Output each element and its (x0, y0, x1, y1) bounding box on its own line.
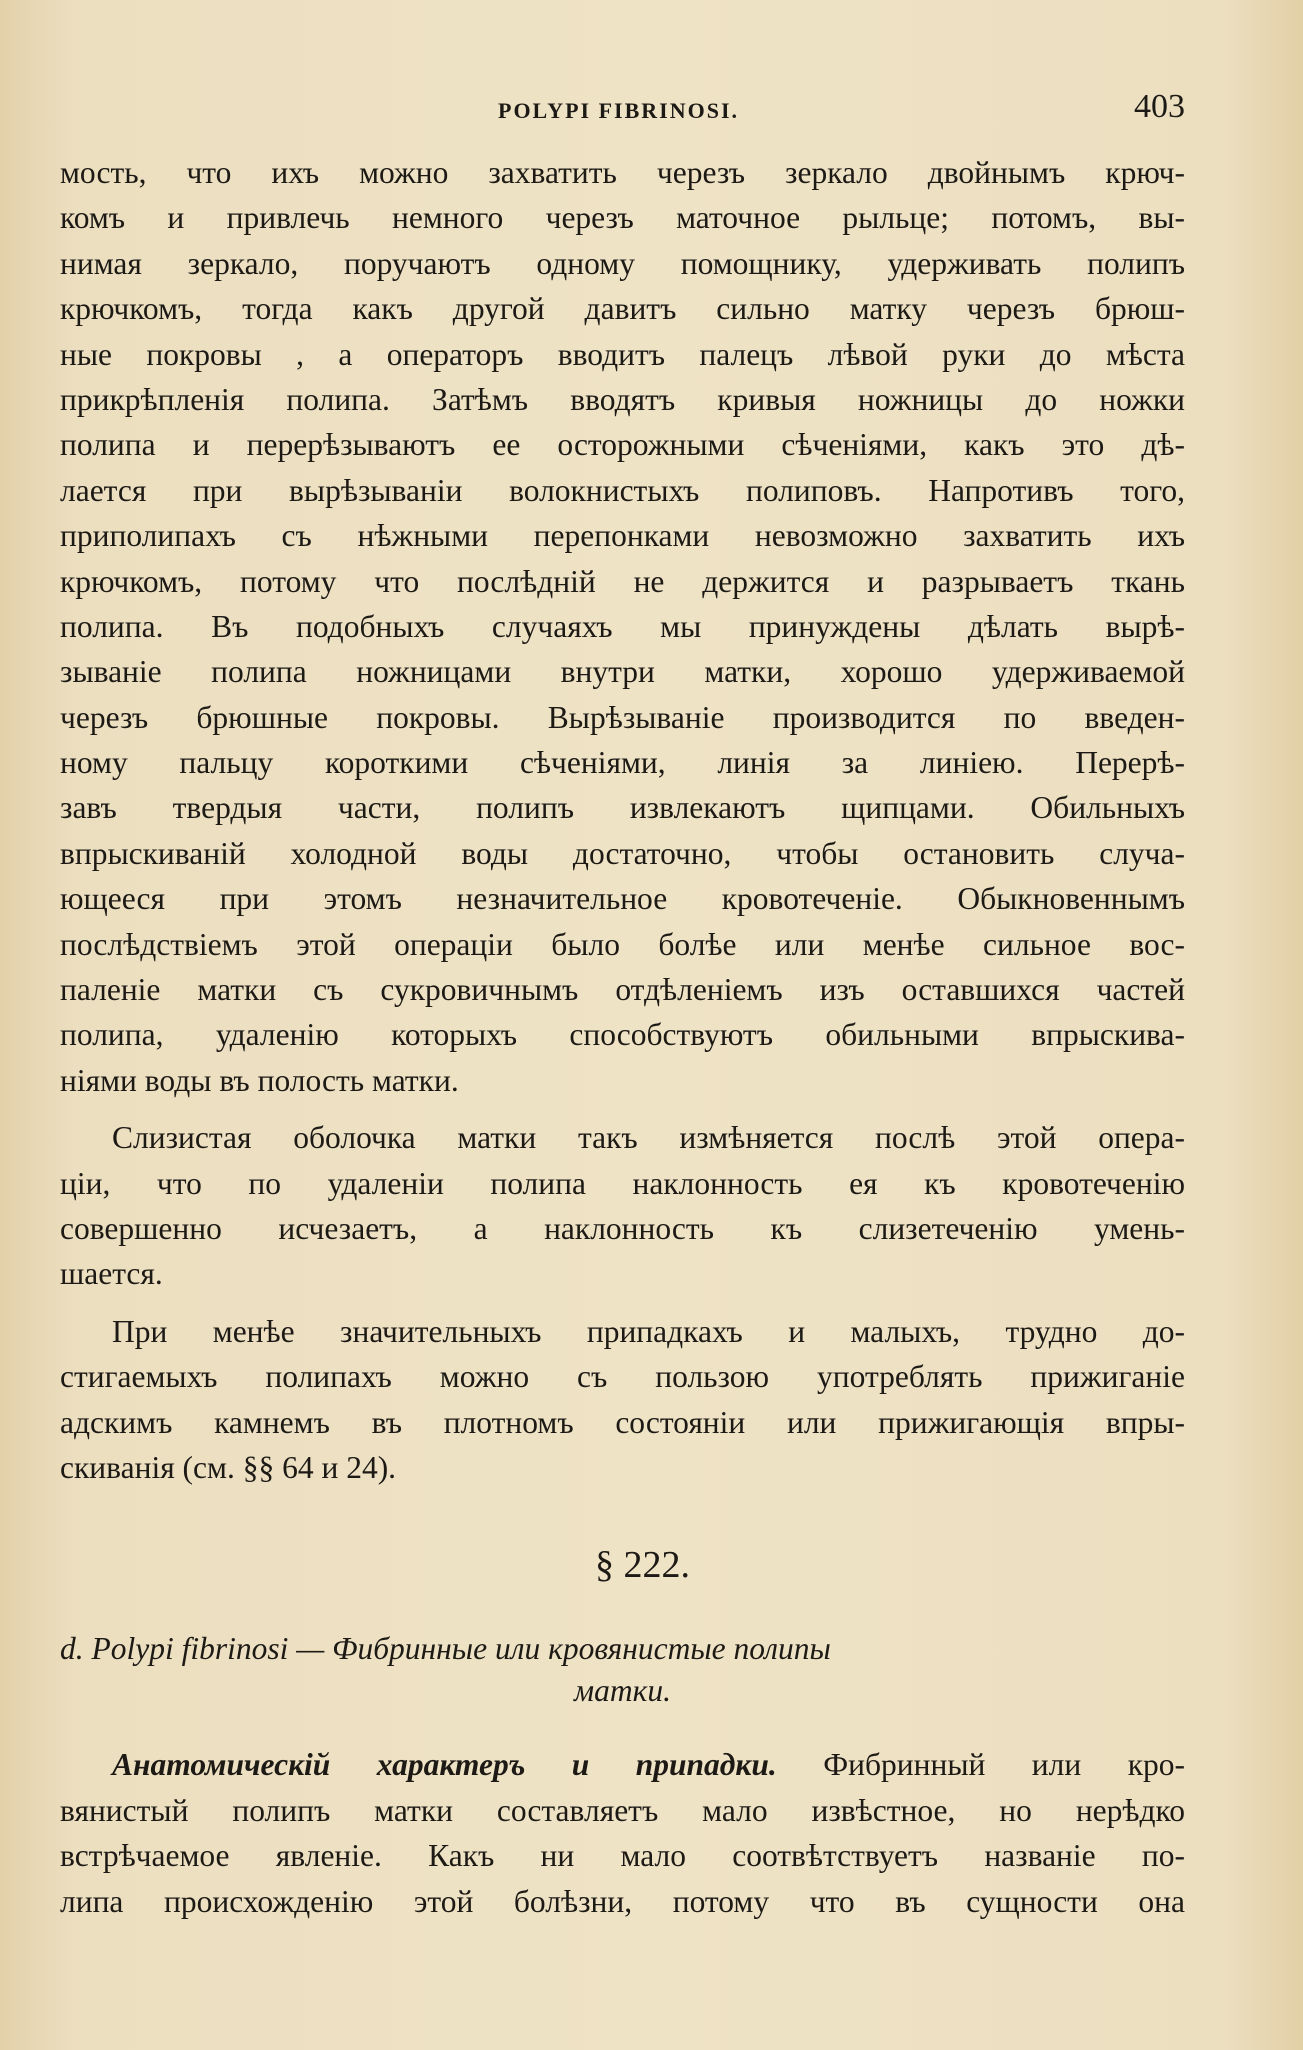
text-line: Слизистая оболочка матки такъ измѣняется послѣ этой опера- (112, 1120, 1185, 1156)
text-line: полипа, удаленiю которыхъ способствуютъ обильными впрыскива- (60, 1017, 1185, 1053)
text-line: полипа и перерѣзываютъ ее осторожными сѣченiями, какъ это дѣ- (60, 427, 1185, 463)
text-line: ные покровы , а операторъ вводитъ палецъ лѣвой руки до мѣста (60, 336, 1185, 372)
text-line: крючкомъ, потому что послѣднiй не держится и разрываетъ ткань (60, 563, 1185, 599)
paragraph-2 (60, 1115, 1185, 1297)
text-line: стигаемыхъ полипахъ можно съ пользою употреблять прижиганiе (60, 1359, 1185, 1395)
paragraph-3 (60, 1309, 1185, 1491)
text-line: скиванiя (см. §§ 64 и 24). (60, 1449, 397, 1485)
text-line: полипа. Въ подобныхъ случаяхъ мы принуждены дѣлать вырѣ- (60, 608, 1185, 644)
text-line: комъ и привлечь немного черезъ маточное рыльце; потомъ, вы- (60, 200, 1185, 236)
text-line: завъ твердыя части, полипъ извлекаютъ щипцами. Обильныхъ (60, 790, 1185, 826)
text-line: шается. (60, 1256, 163, 1292)
text-line: лается при вырѣзыванiи волокнистыхъ полиповъ. Напротивъ того, (60, 472, 1185, 508)
italic-lead: Анатомическiй характеръ и припадки. (112, 1747, 777, 1783)
text-line: впрыскиванiй холодной воды достаточно, чтобы остановить случа- (60, 835, 1185, 871)
running-head: POLYPI FIBRINOSI. (498, 98, 740, 123)
text-line: послѣдствiемъ этой операцiи было болѣе или менѣе сильное вос- (60, 926, 1185, 962)
section-heading-line: матки. (574, 1673, 671, 1709)
text-line: нiями воды въ полость матки. (60, 1062, 459, 1098)
paragraph-4 (60, 1742, 1185, 1924)
page-number: 403 (1134, 88, 1185, 125)
text-line: черезъ брюшные покровы. Вырѣзыванiе производится по введен- (60, 699, 1185, 735)
text-line: прикрѣпленія полипа. Затѣмъ вводятъ кривыя ножницы до ножки (60, 381, 1185, 417)
text-line: ющееся при этомъ незначительное кровотеченiе. Обыкновеннымъ (60, 881, 1185, 917)
paragraph-1 (60, 150, 1185, 1103)
section-number: § 222. (595, 1544, 690, 1587)
text-line: вянистый полипъ матки составляетъ мало извѣстное, но нерѣдко (60, 1792, 1185, 1828)
text-line: крючкомъ, тогда какъ другой давитъ сильно матку черезъ брюш- (60, 291, 1185, 327)
text-line: совершенно исчезаетъ, а наклонность къ слизетеченiю умень- (60, 1210, 1185, 1246)
text-line: зыванiе полипа ножницами внутри матки, хорошо удерживаемой (60, 654, 1185, 690)
text-line: адскимъ камнемъ въ плотномъ состоянiи или прижигающiя впры- (60, 1404, 1185, 1440)
text-line: липа происхожденiю этой болѣзни, потому что въ сущности она (60, 1883, 1185, 1919)
text-line: встрѣчаемое явленiе. Какъ ни мало соотвѣтствуетъ названiе по- (60, 1838, 1185, 1874)
text-run: Фибринный или кро- (776, 1747, 1185, 1783)
section-heading (60, 1628, 1185, 1712)
text-line: цiи, что по удаленiи полипа наклонность ея къ кровотеченiю (60, 1165, 1185, 1201)
text-line: нимая зеркало, поручаютъ одному помощнику, удерживать полипъ (60, 245, 1185, 281)
page-header (60, 88, 1185, 128)
text-line: паленiе матки съ сукровичнымъ отдѣленiемъ изъ оставшихся частей (60, 972, 1185, 1008)
body-text (60, 150, 1185, 1924)
text-line: приполипахъ съ нѣжными перепонками невозможно захватить ихъ (60, 518, 1185, 554)
text-line: мость, что ихъ можно захватить черезъ зеркало двойнымъ крюч- (60, 155, 1185, 190)
text-line (60, 1742, 1185, 1787)
text-line: ному пальцу короткими сѣченiями, линiя за линiею. Перерѣ- (60, 745, 1185, 781)
section-heading-line: d. Polypi fibrinosi — Фибринные или кровянистые полипы (60, 1631, 831, 1667)
text-line: При менѣе значительныхъ припадкахъ и малыхъ, трудно до- (112, 1313, 1185, 1349)
